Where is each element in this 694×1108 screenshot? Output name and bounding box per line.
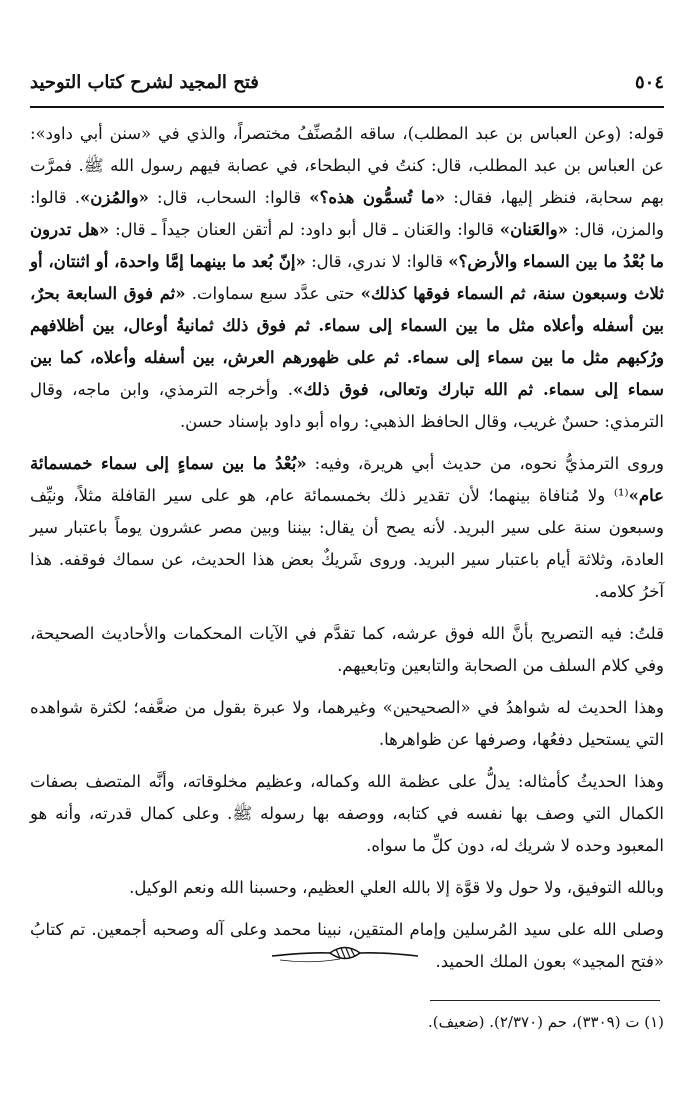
footnote: (١) ت (٣٣٠٩)، حم (٢/٣٧٠). (ضعيف).: [427, 1013, 664, 1031]
hadith-quote: «والعَنان»: [499, 220, 569, 239]
page-header: [30, 62, 664, 102]
text-run: حتى عدَّد سبع سماوات.: [185, 284, 361, 303]
header-rule: [30, 106, 664, 108]
text-run: وروى الترمذيُّ نحوه، من حديث أبي هريرة، وفيه:: [306, 454, 664, 473]
text-run: قالوا: السحاب، قال:: [148, 188, 310, 207]
hadith-quote: «ثم فوق السابعة بحرٌ، بين أسفله وأعلاه مثل ما بين السماء إلى سماء. ثم فوق ذلك ثمانيةُ أوعال، بين أظلافهم ورُكبهم مثل ما بين سماء إلى سماء. ثم على ظهورهم العرش، بين أسفله وأعلاه، كما بين سماء إلى سماء. ثم الله تبارك وتعالى، فوق ذلك»: [30, 284, 665, 399]
text-run: ⁽¹⁾ ولا مُنافاة بينهما؛ لأن تقدير ذلك بخمسمائة عام، هو على سير القافلة مثلاً، ونيِّف وسبعون سنة على سير البريد. لأنه يصح أن يقال: بيننا وبين مصر عشرون يوماً باعتبار سير العادة، وثلاثة أيام باعتبار سير البريد. وروى شَريكٌ بعض هذا الحديث، عن سماك فوقفه. هذا آخرُ كلامه.: [30, 486, 664, 601]
text-run: وهذا الحديثُ كأمثاله: يدلُّ على عظمة الله وكماله، وعظيم مخلوقاته، وأنَّه المتصف بصفات الكمال التي وصف بها نفسه في كتابه، ووصفه بها رسوله ﷺ. وعلى كمال قدرته، وأنه هو المعبود وحده لا شريك له، دون كلِّ ما سواه.: [30, 772, 664, 855]
text-run: قالوا: والعَنان ـ قال أبو داود: لم أتقن العنان جيداً ـ قال:: [109, 220, 500, 239]
end-ornament: [270, 940, 420, 966]
page-body: [30, 118, 664, 988]
paragraph: [30, 448, 664, 608]
page-number: ٥٠٤: [634, 71, 664, 93]
footnote-rule: [430, 1000, 660, 1001]
text-run: قلتُ: فيه التصريح بأنَّ الله فوق عرشه، كما تقدَّم في الآيات المحكمات والأحاديث الصحيحة، وفي كلام السلف من الصحابة والتابعين وتابعيهم.: [30, 624, 664, 675]
text-run: . قالوا: والمزن، قال:: [30, 188, 664, 239]
hadith-quote: «إنّ بُعد ما بينهما إمَّا واحدة، أو اثنتان، أو ثلاث وسبعون سنة، ثم السماء فوقها كذلك»: [30, 252, 664, 303]
text-run: . وأخرجه الترمذي، وابن ماجه، وقال الترمذي: حسنٌ غريب، وقال الحافظ الذهبي: رواه أبو داود بإسناد حسن.: [30, 380, 664, 431]
hadith-quote: «بُعْدُ ما بين سماءٍ إلى سماء خمسمائة عام»: [30, 454, 664, 505]
paragraph: [30, 618, 664, 682]
text-run: قوله: (وعن العباس بن عبد المطلب)، ساقه المُصنِّفُ مختصراً، والذي في «سنن أبي داود»: عن العباس بن عبد المطلب، قال: كنتُ في البطحاء، في عصابة فيهم رسول الله ﷺ. فمرَّت بهم سحابة، فنظر إليها، فقال:: [30, 124, 664, 207]
hadith-quote: «ما تُسمُّون هذه؟»: [309, 188, 446, 207]
paragraph: [30, 118, 664, 438]
hadith-quote: «هل تدرون ما بُعْدُ ما بين السماء والأرض؟»: [30, 220, 665, 271]
paragraph: [30, 872, 664, 904]
paragraph: [30, 766, 664, 862]
hadith-quote: «والمُزن»: [79, 188, 149, 207]
paragraph: [30, 692, 664, 756]
text-run: وصلى الله على سيد المُرسلين وإمام المتقين، نبينا محمد وعلى آله وصحبه أجمعين. تم كتابُ «فتح المجيد» بعون الملك الحميد.: [30, 920, 664, 971]
book-title: فتح المجيد لشرح كتاب التوحيد: [30, 71, 259, 93]
text-run: وبالله التوفيق، ولا حول ولا قوَّة إلا بالله العلي العظيم، وحسبنا الله ونعم الوكيل.: [129, 878, 664, 897]
text-run: قالوا: لا ندري، قال:: [305, 252, 449, 271]
text-run: وهذا الحديث له شواهدُ في «الصحيحين» وغيرهما، ولا عبرة بقول من ضعَّفه؛ لكثرة شواهده التي يستحيل دفعُها، وصرفها عن ظواهرها.: [30, 698, 664, 749]
